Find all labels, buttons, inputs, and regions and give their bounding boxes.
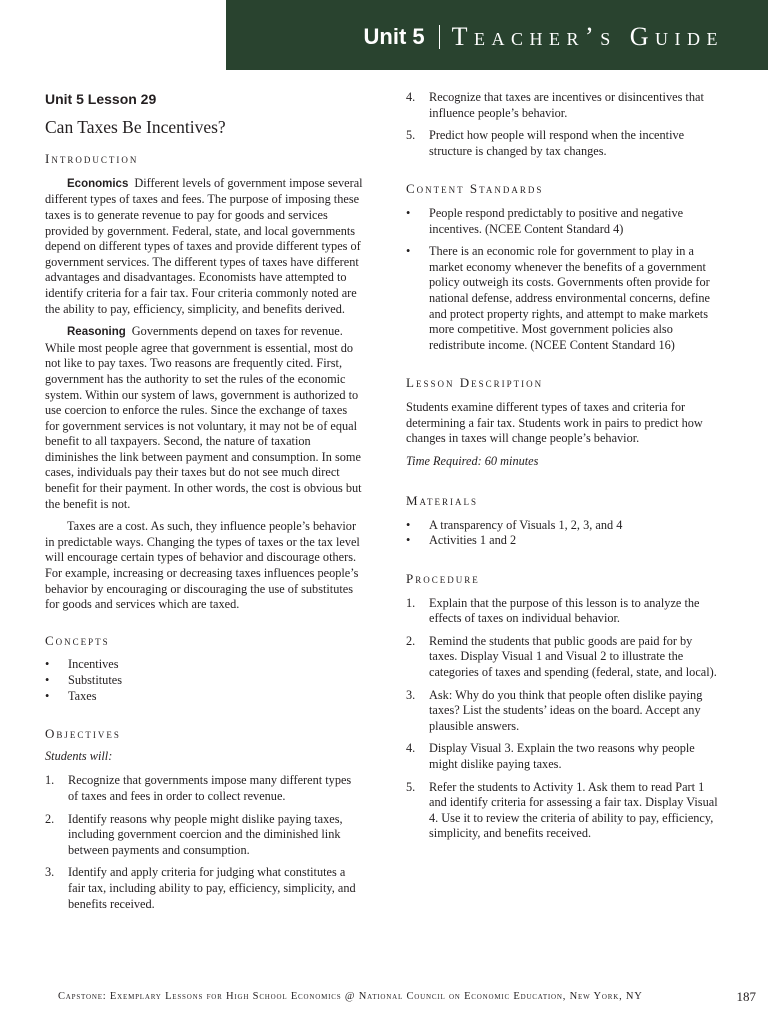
cost-paragraph: Taxes are a cost. As such, they influence people’s behavior in predictable ways. Changing the types of taxes or the tax level will encourage certain types of behavior and discourage others. For example, increasing or decreasing taxes influences people’s behavior by encouraging or discouraging the use of substitutes for goods and services which are taxed. <box>45 519 360 612</box>
lesson-description-text: Students examine different types of taxes and criteria for determining a fair tax. Students work in pairs to predict how changes in taxes will change people’s behavior. <box>406 399 703 446</box>
item-number: 2. <box>406 633 416 648</box>
item-text: Recognize that governments impose many different types of taxes and fees in order to collect revenue. <box>68 773 352 803</box>
procedure-list <box>406 596 722 842</box>
item-text: Remind the students that public goods are paid for by taxes. Display Visual 1 and Visual 2 to illustrate the categories of taxes and spending (federal, state, and local). <box>429 633 717 680</box>
objectives-list <box>45 773 363 912</box>
reasoning-text: Governments depend on taxes for revenue. While most people agree that government is essential, most do not like to pay taxes. Two reasons are frequently cited. First, government has the authority to set the rules of the economic system. Within our system of laws, government is authorized to use coercion to enforce the rules. Since the exchange of taxes for government services is not voluntary, it may not be of equal benefit to all taxpayers. Second, the nature of taxation diminishes the link between payment and consumption. In some cases, individuals pay their taxes but do not see much direct benefit for their payment. In other words, the cost is obvious but the benefit is not. <box>45 324 362 511</box>
objectives-heading: Objectives <box>45 726 121 742</box>
list-item <box>406 596 722 627</box>
list-item <box>406 780 722 842</box>
list-item <box>406 634 722 681</box>
reasoning-paragraph <box>45 324 363 512</box>
procedure-heading: Procedure <box>406 571 480 587</box>
concepts-list <box>45 657 363 704</box>
item-text: Refer the students to Activity 1. Ask them to read Part 1 and identify criteria for assessing a fair tax. Display Visual 4. Use it to review the criteria of ability to pay, efficiency, simplicity, and benefits received. <box>429 779 718 841</box>
header-banner <box>226 0 768 70</box>
reasoning-label: Reasoning <box>67 326 126 339</box>
list-item: • Taxes <box>45 689 363 705</box>
list-item: • People respond predictably to positive and negative incentives. (NCEE Content Standard 4) <box>406 206 722 237</box>
header-title <box>364 22 724 52</box>
item-number: 4. <box>406 741 416 756</box>
concepts-heading: Concepts <box>45 632 110 648</box>
materials-heading: Materials <box>406 493 479 509</box>
left-column <box>45 90 363 912</box>
page-number: 187 <box>736 989 756 1004</box>
economics-text: Different levels of government impose several different types of taxes and fees. The purpose of imposing these taxes is to generate revenue to pay for goods and services provided by government. Federal, state, and local governments depend on different types of taxes and provide different types of government services. The different types of taxes have different advantages and disadvantages. Economists have attempted to identify criteria for a fair tax. Four criteria commonly noted are the ability to pay, efficiency, simplicity, and benefits derived. <box>45 175 363 316</box>
lesson-number: Unit 5 Lesson 29 <box>45 91 157 107</box>
item-number: 2. <box>45 811 55 826</box>
item-number: 3. <box>45 865 55 880</box>
content-standards-heading: Content Standards <box>406 181 544 197</box>
item-text: Identify and apply criteria for judging what constitutes a fair tax, including ability to pay, efficiency, simplicity, and benefits received. <box>68 865 356 911</box>
time-required: Time Required: 60 minutes <box>406 453 539 468</box>
item-number: 3. <box>406 687 416 702</box>
item-text: Identify reasons why people might dislike paying taxes, including government coercion and the diminished link between payments and consumption. <box>68 811 343 857</box>
objectives-lead: Students will: <box>45 748 113 763</box>
list-item <box>45 773 363 804</box>
right-column <box>406 90 722 842</box>
list-item: • Activities 1 and 2 <box>406 533 722 549</box>
item-number: 4. <box>406 90 416 104</box>
item-text: Ask: Why do you think that people often dislike paying taxes? List the students’ ideas on the board. Accept any plausible answers. <box>429 687 703 733</box>
economics-label: Economics <box>67 177 129 190</box>
header-divider <box>439 25 440 49</box>
item-number: 5. <box>406 779 416 794</box>
list-item <box>406 128 722 159</box>
item-text: Predict how people will respond when the incentive structure is changed by tax changes. <box>429 128 685 158</box>
materials-list <box>406 518 722 549</box>
content-standards-list <box>406 206 722 353</box>
list-item <box>406 688 722 735</box>
item-text: Recognize that taxes are incentives or disincentives that influence people’s behavior. <box>429 90 704 120</box>
item-text: Display Visual 3. Explain the two reasons why people might dislike paying taxes. <box>429 741 695 771</box>
list-item: • A transparency of Visuals 1, 2, 3, and 4 <box>406 518 722 534</box>
item-text: Explain that the purpose of this lesson is to analyze the effects of taxes on individual behavior. <box>429 595 700 626</box>
list-item <box>45 865 363 912</box>
footer-citation: Capstone: Exemplary Lessons for High School Economics @ National Council on Economic Education, New York, NY <box>58 991 643 1002</box>
list-item: • There is an economic role for government to play in a market economy whenever the benefits of a government policy outweigh its costs. Governments often provide for national defense, address environmental concerns, define and protect property rights, and attempt to make markets more competitive. Most government policies also redistribute income. (NCEE Content Standard 16) <box>406 244 722 353</box>
lesson-description-heading: Lesson Description <box>406 375 544 391</box>
item-number: 1. <box>406 595 416 610</box>
list-item: • Incentives <box>45 657 363 673</box>
objectives-list-continued <box>406 90 722 159</box>
lesson-title: Can Taxes Be Incentives? <box>45 116 226 137</box>
guide-label: Teacher’s Guide <box>451 22 724 51</box>
list-item <box>45 812 363 859</box>
list-item <box>406 741 722 772</box>
unit-label: Unit 5 <box>363 24 425 49</box>
list-item <box>406 90 722 121</box>
item-number: 5. <box>406 128 416 143</box>
list-item: • Substitutes <box>45 673 363 689</box>
introduction-heading: Introduction <box>45 151 139 167</box>
item-number: 1. <box>45 773 55 788</box>
economics-paragraph <box>45 176 363 317</box>
